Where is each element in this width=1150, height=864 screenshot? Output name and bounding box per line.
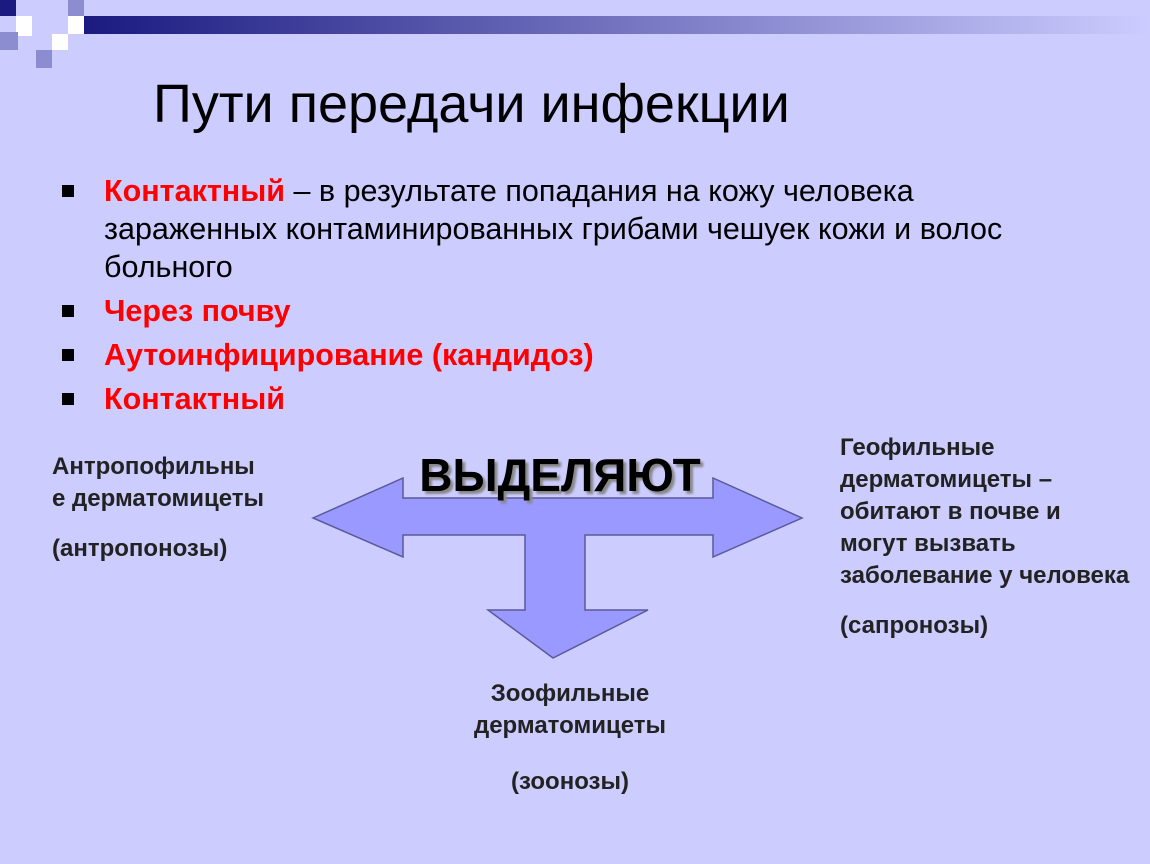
- anthropophilic-line-1: Антропофильны: [52, 453, 255, 480]
- geophilic-text: Геофильные дерматомицеты – обитают в почве и могут вызвать заболевание у человека: [840, 434, 1130, 589]
- zoophilic-text: Зоофильные дерматомицеты: [473, 680, 667, 739]
- zoophilic-label: [440, 678, 700, 798]
- geophilic-label: [840, 432, 1130, 642]
- anthropophilic-line-2: е дерматомицеты: [52, 485, 265, 512]
- three-way-arrow-shape: [313, 478, 802, 658]
- anthropophilic-label: [52, 451, 342, 565]
- anthroponoses-label: (антропонозы): [52, 535, 228, 562]
- bullet-text: – в результате попадания на кожу человека зараженных контаминированных грибами чешуек кожи и волос больного: [104, 174, 1003, 284]
- sapronoses-label: (сапронозы): [840, 612, 989, 639]
- slide-title: Пути передачи инфекции: [153, 74, 790, 134]
- zoonoses-label: (зоонозы): [511, 768, 629, 795]
- arrow-label: ВЫДЕЛЯЮТ: [419, 449, 701, 501]
- bullet-highlight: Через почву: [104, 294, 291, 328]
- bullet-highlight: Контактный: [104, 382, 285, 416]
- bullet-highlight: Аутоинфицирование (кандидоз): [104, 338, 594, 372]
- bullet-highlight: Контактный: [104, 174, 285, 208]
